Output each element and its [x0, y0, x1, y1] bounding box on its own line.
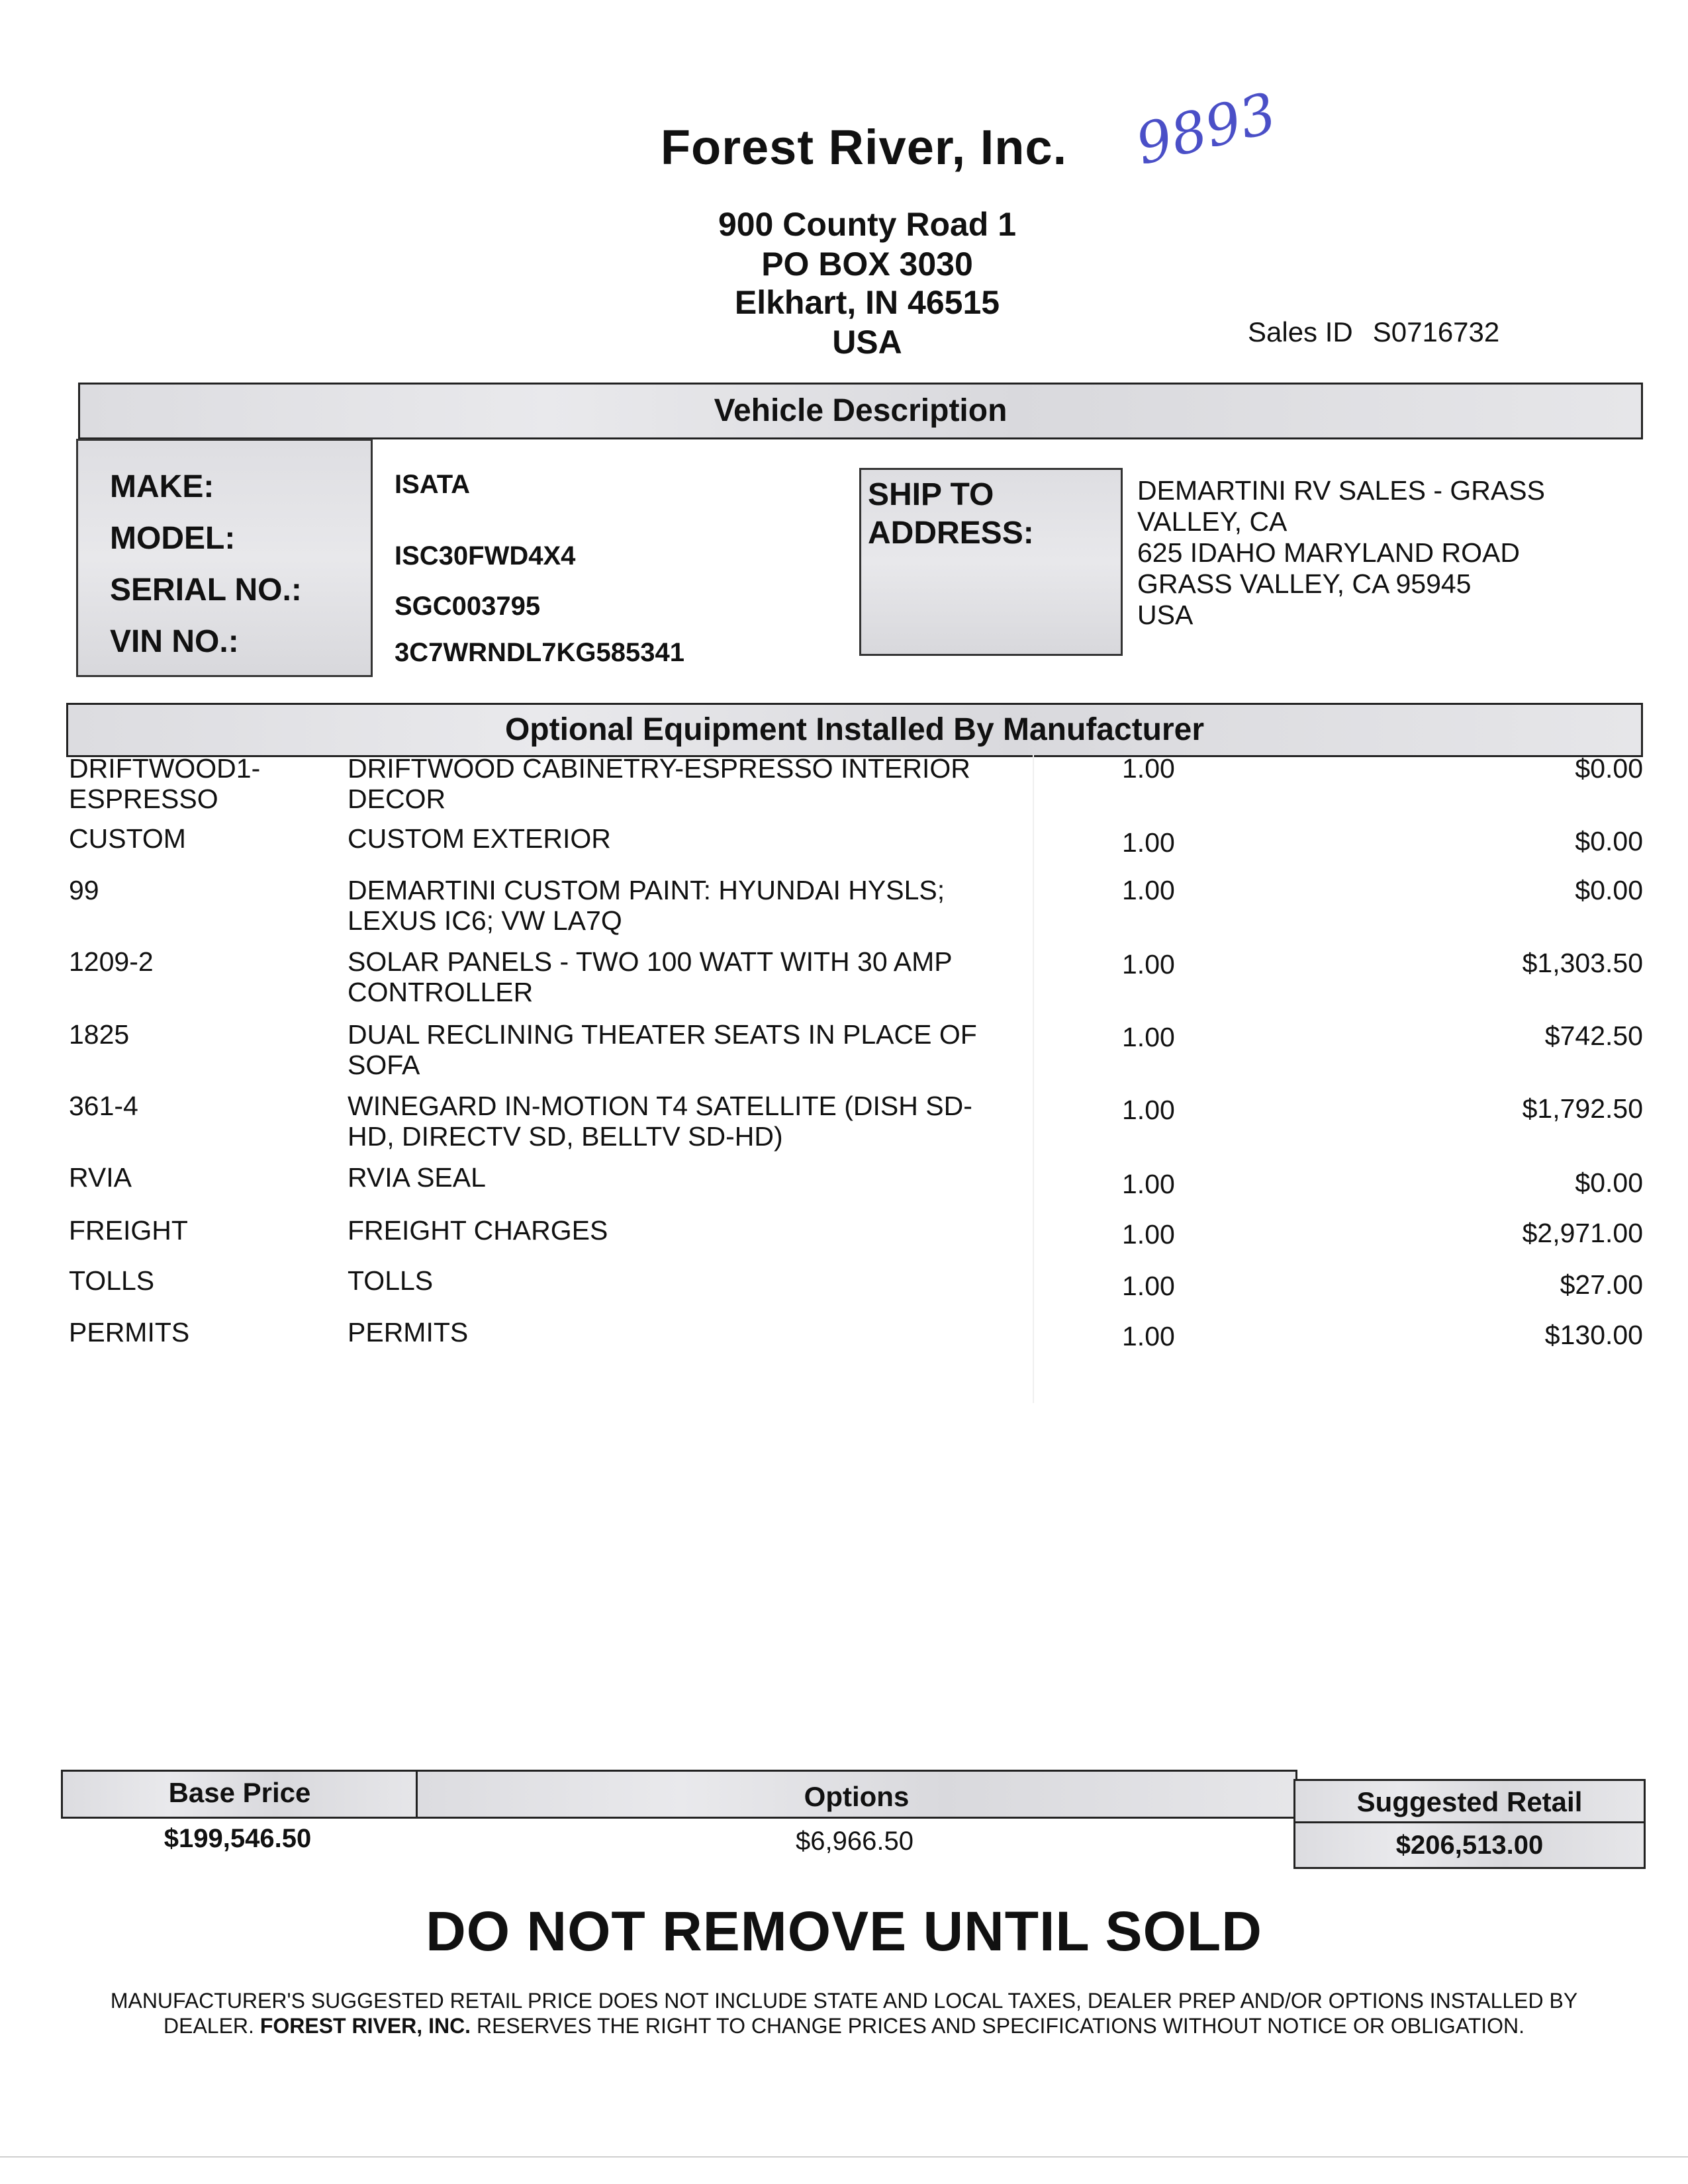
vin-value: 3C7WRNDL7KG585341 [395, 638, 684, 667]
vehicle-labels-box [76, 439, 373, 677]
item-qty: 1.00 [1122, 1022, 1175, 1052]
optional-equipment-band [66, 703, 1643, 757]
item-code: FREIGHT [69, 1215, 188, 1246]
item-description: PERMITS [348, 1317, 469, 1347]
item-description: DEMARTINI CUSTOM PAINT: HYUNDAI HYSLS; [348, 875, 945, 905]
item-code: CUSTOM [69, 823, 186, 854]
item-qty: 1.00 [1122, 1169, 1175, 1199]
suggested-retail-value-box [1293, 1821, 1646, 1869]
base-price-label: Base Price [168, 1777, 311, 1808]
suggested-retail-header [1293, 1779, 1646, 1824]
company-name: Forest River, Inc. [660, 120, 1068, 175]
item-description: LEXUS IC6; VW LA7Q [348, 905, 622, 936]
sales-id-label: Sales ID [1248, 316, 1353, 347]
item-qty: 1.00 [1122, 1219, 1175, 1250]
base-price-value: $199,546.50 [164, 1824, 312, 1853]
address-line-4: USA [832, 324, 902, 361]
item-amount: $1,303.50 [1522, 948, 1643, 978]
item-amount: $1,792.50 [1522, 1093, 1643, 1124]
vin-label: VIN NO.: [110, 624, 239, 659]
ship-to-label-box [859, 468, 1123, 656]
item-code: 99 [69, 875, 99, 905]
serial-value: SGC003795 [395, 592, 541, 621]
optional-equipment-title: Optional Equipment Installed By Manufacturer [504, 712, 1205, 747]
item-qty: 1.00 [1122, 1271, 1175, 1301]
item-description: SOLAR PANELS - TWO 100 WATT WITH 30 AMP [348, 946, 953, 977]
handwritten-note: 9893 [1129, 80, 1283, 177]
item-amount: $2,971.00 [1522, 1218, 1643, 1248]
item-code: RVIA [69, 1162, 132, 1193]
ship-to-label-1: SHIP TO [868, 477, 994, 512]
options-label: Options [804, 1781, 910, 1812]
make-label: MAKE: [110, 469, 214, 504]
ship-to-line: DEMARTINI RV SALES - GRASS [1137, 475, 1545, 506]
item-description: SOFA [348, 1050, 420, 1080]
item-description: CUSTOM EXTERIOR [348, 823, 611, 854]
ship-to-line: USA [1137, 600, 1194, 630]
base-price-header [61, 1770, 418, 1819]
address-line-2: PO BOX 3030 [761, 246, 973, 283]
suggested-retail-label: Suggested Retail [1356, 1786, 1583, 1817]
ship-to-line: 625 IDAHO MARYLAND ROAD [1137, 537, 1520, 568]
item-amount: $0.00 [1575, 753, 1643, 784]
item-qty: 1.00 [1122, 753, 1175, 784]
item-description: DECOR [348, 784, 446, 814]
options-value: $6,966.50 [796, 1827, 914, 1856]
item-amount: $0.00 [1575, 826, 1643, 856]
do-not-remove-warning: DO NOT REMOVE UNTIL SOLD [426, 1900, 1262, 1962]
address-line-1: 900 County Road 1 [718, 206, 1017, 243]
ship-to-line: GRASS VALLEY, CA 95945 [1137, 569, 1472, 599]
item-code: 361-4 [69, 1091, 138, 1121]
bottom-rule [0, 2156, 1688, 2158]
item-amount: $27.00 [1560, 1269, 1643, 1300]
sales-id [1248, 316, 1499, 348]
item-qty: 1.00 [1122, 1321, 1175, 1351]
disclaimer-text: RESERVES THE RIGHT TO CHANGE PRICES AND SPECIFICATIONS WITHOUT NOTICE OR OBLIGATION. [476, 2014, 1525, 2038]
item-description: FREIGHT CHARGES [348, 1215, 608, 1246]
vehicle-description-band [78, 383, 1643, 439]
model-label: MODEL: [110, 521, 236, 556]
address-line-3: Elkhart, IN 46515 [734, 284, 1000, 321]
item-code: ESPRESSO [69, 784, 218, 814]
item-description: CONTROLLER [348, 977, 534, 1007]
ship-to-address [1137, 475, 1640, 631]
item-description: RVIA SEAL [348, 1162, 486, 1193]
ship-to-label-2: ADDRESS: [868, 516, 1034, 551]
vehicle-description-title: Vehicle Description [714, 393, 1008, 428]
ship-to-line: VALLEY, CA [1137, 506, 1288, 537]
item-qty: 1.00 [1122, 875, 1175, 905]
suggested-retail-value: $206,513.00 [1395, 1831, 1544, 1860]
item-amount: $0.00 [1575, 1167, 1643, 1198]
item-amount: $0.00 [1575, 875, 1643, 905]
item-description: TOLLS [348, 1265, 434, 1296]
item-code: 1209-2 [69, 946, 154, 977]
item-amount: $130.00 [1544, 1320, 1643, 1350]
item-qty: 1.00 [1122, 1095, 1175, 1125]
item-qty: 1.00 [1122, 827, 1175, 858]
model-value: ISC30FWD4X4 [395, 541, 576, 570]
item-code: 1825 [69, 1019, 130, 1050]
serial-label: SERIAL NO.: [110, 572, 302, 608]
make-value: ISATA [395, 470, 471, 499]
disclaimer-line-2 [66, 2013, 1622, 2038]
item-code: TOLLS [69, 1265, 155, 1296]
item-description: WINEGARD IN-MOTION T4 SATELLITE (DISH SD- [348, 1091, 972, 1121]
item-description: DRIFTWOOD CABINETRY-ESPRESSO INTERIOR [348, 753, 970, 784]
disclaimer-line-1: MANUFACTURER'S SUGGESTED RETAIL PRICE DOES NOT INCLUDE STATE AND LOCAL TAXES, DEALER PREP AND/OR OPTIONS INSTALLED BY [110, 1989, 1578, 2013]
options-header [416, 1770, 1297, 1819]
sales-id-value: S0716732 [1372, 316, 1500, 347]
item-description: HD, DIRECTV SD, BELLTV SD-HD) [348, 1121, 783, 1152]
disclaimer-text: DEALER. [163, 2014, 254, 2038]
item-amount: $742.50 [1544, 1021, 1643, 1051]
disclaimer-company: FOREST RIVER, INC. [259, 2014, 471, 2038]
item-description: DUAL RECLINING THEATER SEATS IN PLACE OF [348, 1019, 977, 1050]
item-code: DRIFTWOOD1- [69, 753, 261, 784]
disclaimer [66, 1988, 1622, 2038]
item-code: PERMITS [69, 1317, 190, 1347]
item-qty: 1.00 [1122, 949, 1175, 979]
